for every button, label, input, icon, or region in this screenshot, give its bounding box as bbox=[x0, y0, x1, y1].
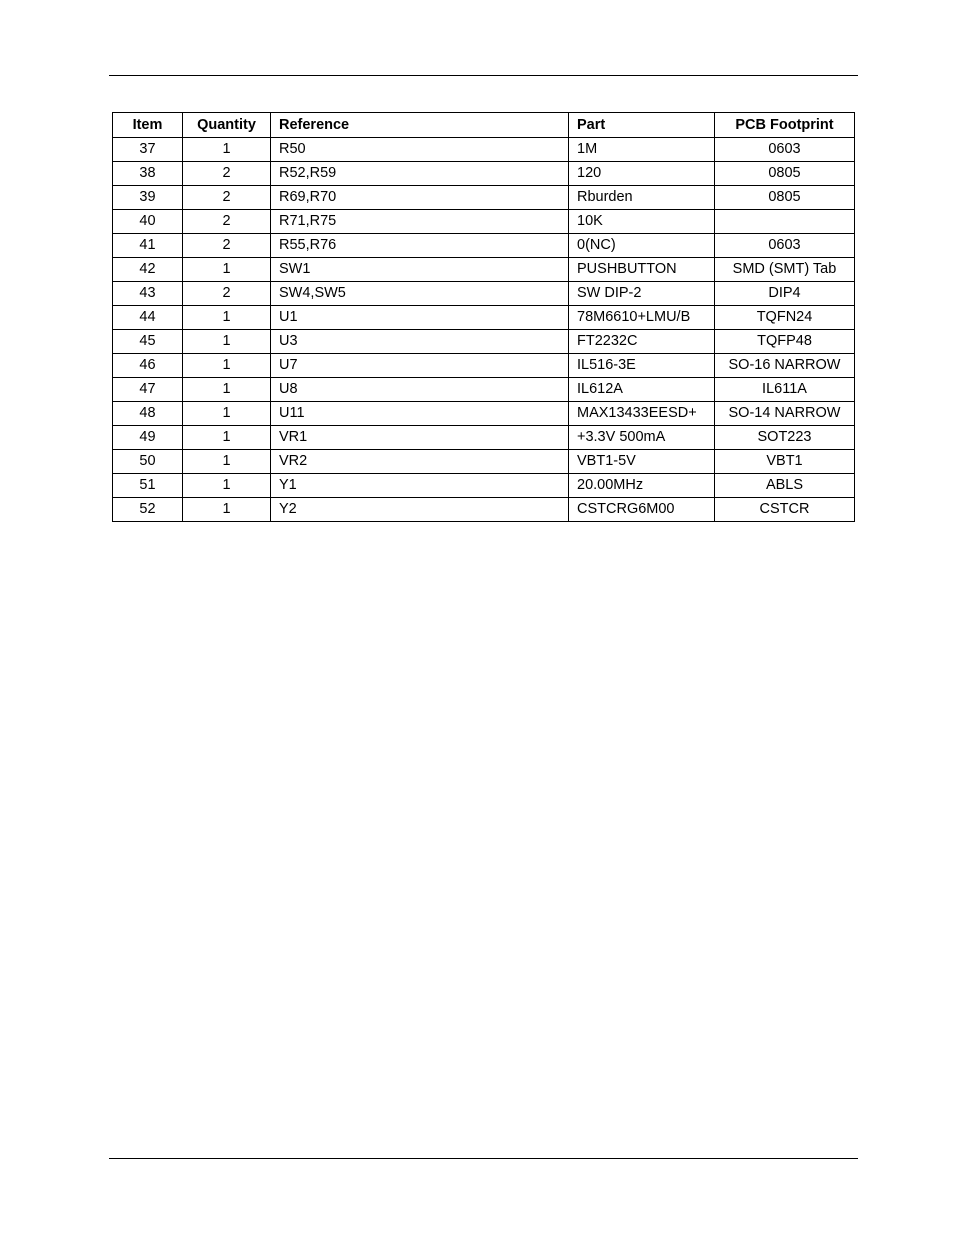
item-cell: 37 bbox=[113, 138, 183, 162]
footprint-cell: SO-16 NARROW bbox=[715, 354, 855, 378]
item-cell: 48 bbox=[113, 402, 183, 426]
part-cell: Rburden bbox=[569, 186, 715, 210]
item-cell: 39 bbox=[113, 186, 183, 210]
quantity-cell: 2 bbox=[183, 210, 271, 234]
part-cell: VBT1-5V bbox=[569, 450, 715, 474]
reference-cell: R55,R76 bbox=[271, 234, 569, 258]
table-row bbox=[113, 402, 855, 426]
quantity-cell: 1 bbox=[183, 354, 271, 378]
reference-cell: Y2 bbox=[271, 498, 569, 522]
item-cell: 43 bbox=[113, 282, 183, 306]
footprint-cell: 0805 bbox=[715, 162, 855, 186]
quantity-cell: 1 bbox=[183, 474, 271, 498]
part-cell: IL516-3E bbox=[569, 354, 715, 378]
part-cell: IL612A bbox=[569, 378, 715, 402]
column-header-part: Part bbox=[569, 113, 715, 138]
reference-cell: VR2 bbox=[271, 450, 569, 474]
quantity-cell: 1 bbox=[183, 498, 271, 522]
part-cell: 1M bbox=[569, 138, 715, 162]
footprint-cell bbox=[715, 210, 855, 234]
reference-cell: Y1 bbox=[271, 474, 569, 498]
table-row bbox=[113, 186, 855, 210]
quantity-cell: 1 bbox=[183, 426, 271, 450]
table-row bbox=[113, 330, 855, 354]
reference-cell: U1 bbox=[271, 306, 569, 330]
footprint-cell: VBT1 bbox=[715, 450, 855, 474]
part-cell: MAX13433EESD+ bbox=[569, 402, 715, 426]
footprint-cell: SO-14 NARROW bbox=[715, 402, 855, 426]
footprint-cell: DIP4 bbox=[715, 282, 855, 306]
quantity-cell: 1 bbox=[183, 450, 271, 474]
table-body bbox=[113, 138, 855, 522]
part-cell: 120 bbox=[569, 162, 715, 186]
item-cell: 40 bbox=[113, 210, 183, 234]
column-header-reference: Reference bbox=[271, 113, 569, 138]
table-header-row bbox=[113, 113, 855, 138]
table-row bbox=[113, 138, 855, 162]
reference-cell: SW4,SW5 bbox=[271, 282, 569, 306]
table-row bbox=[113, 258, 855, 282]
table-row bbox=[113, 282, 855, 306]
bill-of-materials-table bbox=[112, 112, 855, 522]
part-cell: 78M6610+LMU/B bbox=[569, 306, 715, 330]
table-row bbox=[113, 162, 855, 186]
quantity-cell: 2 bbox=[183, 186, 271, 210]
reference-cell: R69,R70 bbox=[271, 186, 569, 210]
item-cell: 45 bbox=[113, 330, 183, 354]
item-cell: 46 bbox=[113, 354, 183, 378]
part-cell: CSTCRG6M00 bbox=[569, 498, 715, 522]
item-cell: 38 bbox=[113, 162, 183, 186]
item-cell: 51 bbox=[113, 474, 183, 498]
quantity-cell: 1 bbox=[183, 402, 271, 426]
footprint-cell: SOT223 bbox=[715, 426, 855, 450]
item-cell: 49 bbox=[113, 426, 183, 450]
quantity-cell: 1 bbox=[183, 138, 271, 162]
reference-cell: U7 bbox=[271, 354, 569, 378]
reference-cell: R71,R75 bbox=[271, 210, 569, 234]
table-row bbox=[113, 306, 855, 330]
reference-cell: VR1 bbox=[271, 426, 569, 450]
reference-cell: U3 bbox=[271, 330, 569, 354]
quantity-cell: 2 bbox=[183, 162, 271, 186]
table-row bbox=[113, 498, 855, 522]
quantity-cell: 2 bbox=[183, 282, 271, 306]
footprint-cell: TQFN24 bbox=[715, 306, 855, 330]
part-cell: 0(NC) bbox=[569, 234, 715, 258]
quantity-cell: 1 bbox=[183, 306, 271, 330]
table-row bbox=[113, 450, 855, 474]
table-row bbox=[113, 378, 855, 402]
column-header-item: Item bbox=[113, 113, 183, 138]
item-cell: 42 bbox=[113, 258, 183, 282]
reference-cell: R50 bbox=[271, 138, 569, 162]
quantity-cell: 2 bbox=[183, 234, 271, 258]
table-row bbox=[113, 474, 855, 498]
part-cell: 10K bbox=[569, 210, 715, 234]
footprint-cell: 0603 bbox=[715, 234, 855, 258]
reference-cell: SW1 bbox=[271, 258, 569, 282]
footprint-cell: CSTCR bbox=[715, 498, 855, 522]
column-header-pcb-footprint: PCB Footprint bbox=[715, 113, 855, 138]
table-row bbox=[113, 234, 855, 258]
item-cell: 50 bbox=[113, 450, 183, 474]
footprint-cell: SMD (SMT) Tab bbox=[715, 258, 855, 282]
footprint-cell: IL611A bbox=[715, 378, 855, 402]
item-cell: 44 bbox=[113, 306, 183, 330]
reference-cell: U11 bbox=[271, 402, 569, 426]
table-row bbox=[113, 210, 855, 234]
quantity-cell: 1 bbox=[183, 258, 271, 282]
reference-cell: R52,R59 bbox=[271, 162, 569, 186]
part-cell: SW DIP-2 bbox=[569, 282, 715, 306]
footprint-cell: 0805 bbox=[715, 186, 855, 210]
item-cell: 52 bbox=[113, 498, 183, 522]
part-cell: FT2232C bbox=[569, 330, 715, 354]
part-cell: PUSHBUTTON bbox=[569, 258, 715, 282]
table-row bbox=[113, 426, 855, 450]
header-rule bbox=[109, 75, 858, 76]
footprint-cell: 0603 bbox=[715, 138, 855, 162]
reference-cell: U8 bbox=[271, 378, 569, 402]
item-cell: 41 bbox=[113, 234, 183, 258]
quantity-cell: 1 bbox=[183, 330, 271, 354]
item-cell: 47 bbox=[113, 378, 183, 402]
footprint-cell: TQFP48 bbox=[715, 330, 855, 354]
column-header-quantity: Quantity bbox=[183, 113, 271, 138]
part-cell: +3.3V 500mA bbox=[569, 426, 715, 450]
table-row bbox=[113, 354, 855, 378]
quantity-cell: 1 bbox=[183, 378, 271, 402]
part-cell: 20.00MHz bbox=[569, 474, 715, 498]
footprint-cell: ABLS bbox=[715, 474, 855, 498]
footer-rule bbox=[109, 1158, 858, 1159]
